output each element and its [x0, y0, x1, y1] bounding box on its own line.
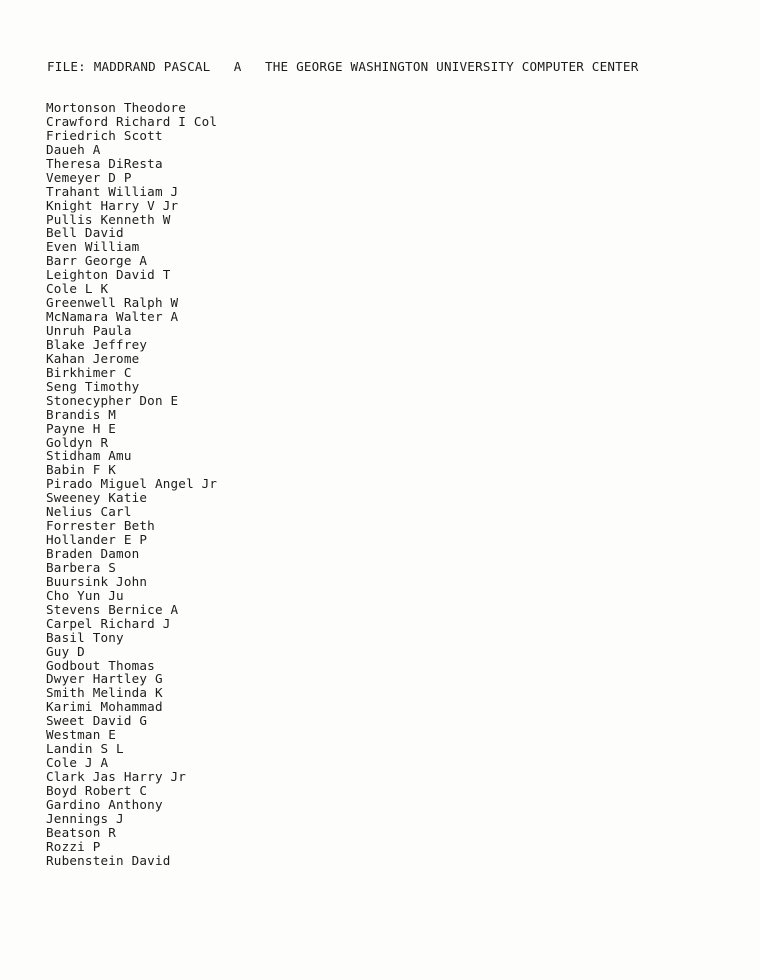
list-item: Stonecypher Don E [46, 392, 179, 408]
list-item: Leighton David T [46, 267, 171, 283]
list-item: Cho Yun Ju [46, 587, 124, 603]
list-item: Carpel Richard J [46, 615, 171, 631]
list-item: Seng Timothy [46, 378, 140, 394]
list-item: Knight Harry V Jr [46, 197, 179, 213]
list-item: Beatson R [46, 824, 117, 840]
list-item: Greenwell Ralph W [46, 295, 179, 311]
list-item: Smith Melinda K [46, 685, 163, 701]
list-item: Buursink John [46, 573, 148, 589]
list-item: Kahan Jerome [46, 350, 140, 366]
list-item: Clark Jas Harry Jr [46, 769, 187, 784]
list-item: McNamara Walter A [46, 309, 179, 325]
list-item: Crawford Richard I Col [46, 113, 218, 129]
list-item: Jennings J [46, 810, 124, 826]
list-item: Cole J A [46, 755, 109, 771]
list-item: Forrester Beth [46, 518, 155, 534]
list-item: Goldyn R [46, 434, 109, 450]
list-item: Cole L K [46, 281, 109, 297]
list-item: Hollander E P [46, 532, 148, 548]
list-item: Braden Damon [46, 546, 140, 561]
list-item: Babin F K [46, 462, 117, 478]
list-item: Stevens Bernice A [46, 601, 179, 617]
list-item: Brandis M [46, 406, 117, 422]
list-item: Payne H E [46, 420, 117, 436]
list-item: Karimi Mohammad [46, 699, 163, 715]
list-item: Basil Tony [46, 629, 124, 645]
list-item: Godbout Thomas [46, 657, 155, 673]
institution-name: THE GEORGE WASHINGTON UNIVERSITY COMPUTER CENTER [264, 59, 639, 74]
list-item: Barr George A [46, 253, 148, 269]
list-item: Even William [46, 239, 140, 255]
list-item: Nelius Carl [46, 504, 132, 520]
list-item: Vemeyer D P [46, 169, 132, 185]
list-item: Westman E [46, 727, 117, 743]
file-code: A [233, 59, 242, 74]
file-label: FILE: MADDRAND PASCAL [47, 59, 211, 74]
list-item: Pullis Kenneth W [46, 211, 171, 227]
list-item: Rubenstein David [46, 852, 171, 868]
name-list [46, 101, 217, 868]
list-item: Dwyer Hartley G [46, 671, 163, 687]
list-item: Blake Jeffrey [46, 336, 148, 352]
list-item: Birkhimer C [46, 364, 132, 380]
document-header [47, 59, 639, 75]
list-item: Unruh Paula [46, 323, 132, 338]
list-item: Theresa DiResta [46, 155, 163, 171]
list-item: Bell David [46, 225, 124, 241]
list-item: Pirado Miguel Angel Jr [46, 476, 218, 492]
list-item: Sweeney Katie [46, 490, 148, 506]
list-item: Daueh A [46, 141, 101, 157]
list-item: Guy D [46, 643, 85, 659]
list-item: Trahant William J [46, 183, 179, 199]
list-item: Mortonson Theodore [46, 100, 187, 115]
list-item: Barbera S [46, 559, 117, 575]
list-item: Sweet David G [46, 713, 148, 729]
list-item: Boyd Robert C [46, 782, 148, 798]
list-item: Stidham Amu [46, 448, 132, 464]
list-item: Friedrich Scott [46, 127, 163, 143]
list-item: Gardino Anthony [46, 796, 163, 812]
list-item: Rozzi P [46, 838, 101, 854]
list-item: Landin S L [46, 741, 124, 757]
